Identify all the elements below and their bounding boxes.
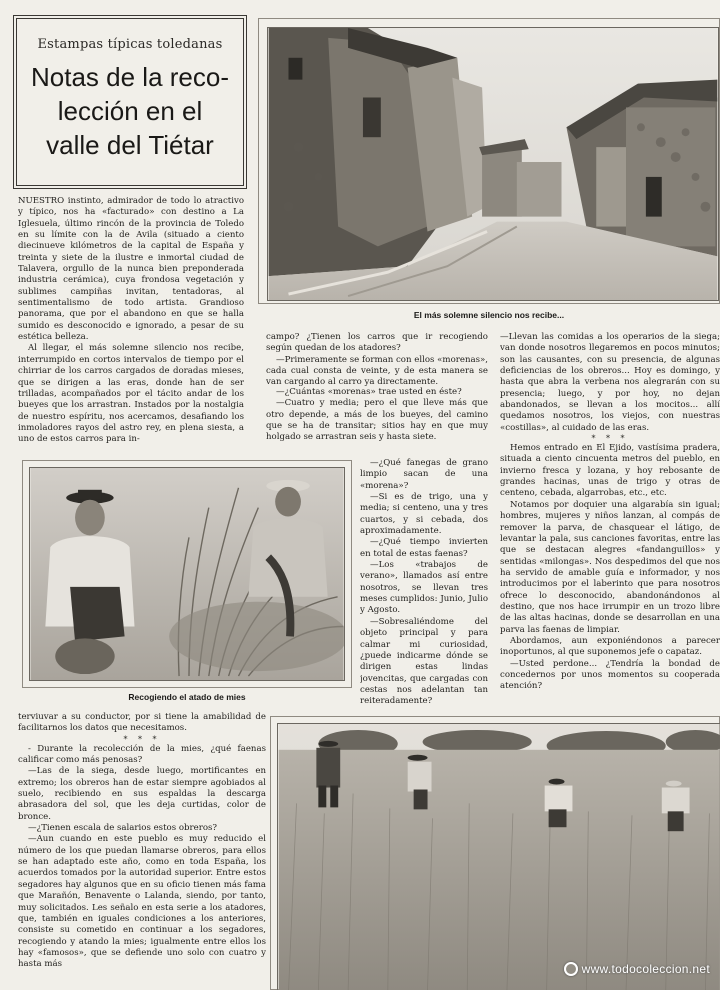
col2-paragraph-9: —Sobresaliéndome del objeto principal y para calmar mi curiosidad, ¿puede indicarme dónde se dirigen estas lindas jovencitas, que cargadas con cestas nos adelantan tan reiteradamente? — [360, 616, 488, 707]
title-line-3: valle del Tiétar — [46, 130, 214, 160]
col4-paragraph-2: - Durante la recolección de la mies, ¿qué faenas calificar como más penosas? — [18, 743, 266, 766]
text-column-1 — [18, 196, 244, 448]
top-photo-frame — [258, 18, 720, 304]
col4-paragraph-1: terviuvar a su conductor, por si tiene la amabilidad de facilitarnos los datos que necesitamos. — [18, 712, 266, 734]
col4-paragraph-3: —Las de la siega, desde luego, mortificantes en extremo; los obreros han de estar siempre agobiados al suelo, recibiendo en sus espaldas la descarga abrasadora del sol, que les deja curtidas, color de bronce. — [18, 766, 266, 822]
article-title — [17, 60, 243, 162]
watermark-text: www.todocoleccion.net — [581, 962, 710, 976]
bottom-photo-frame — [270, 716, 720, 990]
col2-paragraph-3: —¿Cuántas «morenas» trae usted en éste? — [276, 387, 462, 397]
col2-paragraph-6: —Si es de trigo, una y media; si centeno, una y tres cuartos, y si cebada, dos aproximadamente. — [360, 492, 488, 537]
section-divider-stars-2: * * * — [123, 734, 161, 744]
watermark-logo-icon — [564, 962, 578, 976]
col3-paragraph-5: —Usted perdone... ¿Tendría la bondad de concedernos por unos momentos su cooperada atención? — [500, 658, 720, 692]
text-column-2-top — [266, 332, 488, 386]
col2-paragraph-8: —Los «trabajos de verano», llamados así entre nosotros, se llevan tres meses cumplidos: Junio, Julio y Agosto. — [360, 560, 488, 616]
col2-paragraph-7: —¿Qué tiempo invierten en total de estas faenas? — [360, 537, 488, 559]
text-column-3 — [500, 332, 720, 722]
col1-paragraph-1: NUESTRO instinto, admirador de todo lo atractivo y típico, nos ha «facturado» con destino a La Iglesuela, último rincón de la provincia de Toledo en su límite con la de Avila (situado a ciento diecinueve kilómetros de la capital de España y treinta y siete de la ilustre e inmortal ciudad de Talavera, orgullo de la nunca bien preponderada industria cerámica), cuya frondosa vegetación y sublimes campiñas invitan, tentadoras, al sentimentalismo de todo artista. Grandioso panorama, que por el abandono en que se halla sumido es desconocido e ignorado, a pesar de su estética belleza. — [18, 196, 244, 343]
title-line-1: Notas de la reco- — [31, 62, 229, 92]
text-column-2-mid — [266, 387, 488, 457]
middle-photo-caption: Recogiendo el atado de mies — [128, 692, 246, 702]
col4-paragraph-4: —¿Tienen escala de salarios estos obreros? — [28, 823, 218, 834]
text-column-4 — [18, 712, 266, 988]
col1-paragraph-2: Al llegar, el más solemne silencio nos recibe, interrumpido en cortos intervalos de tiempo por el chirriar de los carros cargados de doradas mieses, que se dirigen a las eras, donde han de ser trilladas, acompañados por el tácito andar de los bueyes que los arrastran. Instados por la nostalgia de nuestro espíritu, nos acercamos, desafiando los inmoladores rayos del astro rey, en plena siesta, a uno de estos carros para in- — [18, 343, 244, 445]
title-line-2: lección en el — [57, 96, 203, 126]
article-title-box — [16, 18, 244, 186]
text-column-2-narrow — [360, 458, 488, 722]
watermark — [564, 962, 710, 976]
col3-paragraph-4: Abordamos, aun exponiéndonos a parecer inoportunos, al que suponemos jefe o capataz. — [500, 635, 720, 658]
middle-photo-frame — [22, 460, 352, 688]
col2-paragraph-4: —Cuatro y media; pero el que lleve más que otro depende, a más de los bueyes, del camino que se ha de transitar; sitios hay en que muy holgado se arrastran seis y hasta siete. — [266, 398, 488, 443]
top-photo-caption: El más solemne silencio nos recibe... — [413, 310, 565, 320]
col2-paragraph-2: —Primeramente se forman con ellos «morenas», cada cual consta de veinte, y de esta manera se van cargando al carro ya directamente. — [266, 354, 488, 386]
village-street-photo — [267, 27, 719, 301]
wheat-field-photo — [277, 723, 720, 990]
col4-paragraph-5: —Aun cuando en este pueblo es muy reducido el número de los que puedan llamarse obreros, para ellos se han adaptado este año, como en toda España, los acuerdos tomados por la autoridad superior. Entre estos segadores hay algunos que en su oficio tienen más fama que Marañón, Benavente o Lalanda, siendo, por tanto, muy solicitados. Les señalo en esta serie a los atadores, que, también en iguales condiciones a los anteriores, consiste su cometido en continuar a los segadores, recogiendo y atando la mies; igualmente entre ellos los hay «famosos», que se defiende uno solo con cuatro y hasta más — [18, 834, 266, 970]
section-divider-stars: * * * — [591, 434, 629, 444]
col3-paragraph-1: —Llevan las comidas a los operarios de la siega; van donde nosotros llegaremos en pocos minutos; son las causantes, con su presencia, de algunas deficiencias de los obreros... Hoy es domingo, y hasta que abra la verbena nos alegrarán con su presencia; luego, y por hoy, no dejan abandonados, se llevan a los mocitos... allí quedamos nosotros, los viejos, con nuestras «costillas», al cuidado de las eras. — [500, 332, 720, 433]
col2-paragraph-1: campo? ¿Tienen los carros que ir recogiendo según quedan de los atadores? — [266, 332, 488, 354]
col3-paragraph-2: Hemos entrado en El Ejido, vastísima pradera, situada a ciento cincuenta metros del pueblo, en invierno fresca y lozana, y hoy rebosante de grandes hacinas, unas de trigo y otras de centeno, cebada, algarrobas, etc., etc. — [500, 443, 720, 499]
col3-paragraph-3: Notamos por doquier una algarabía sin igual; hombres, mujeres y niños lanzan, al compás de remover la parva, de chasquear el látigo, de levantar la pala, sus canciones favoritas, entre las que se destacan alegres «fandanguillos» y sentidas «milongas». Nos despedimos del que nos ha servido de amable guía e informador, y nos introducimos por el laberinto que para nosotros ofrece lo desconocido, abandonándonos al destino, que nos hace irrumpir en un trozo libre de las altas hacinas, donde se desarrollan en una parva las faenas de limpiar. — [500, 499, 720, 635]
reapers-photo — [29, 467, 345, 681]
col2-paragraph-5: —¿Qué fanegas de grano limpio sacan de una «morena»? — [360, 458, 488, 491]
article-kicker: Estampas típicas toledanas — [37, 37, 223, 52]
